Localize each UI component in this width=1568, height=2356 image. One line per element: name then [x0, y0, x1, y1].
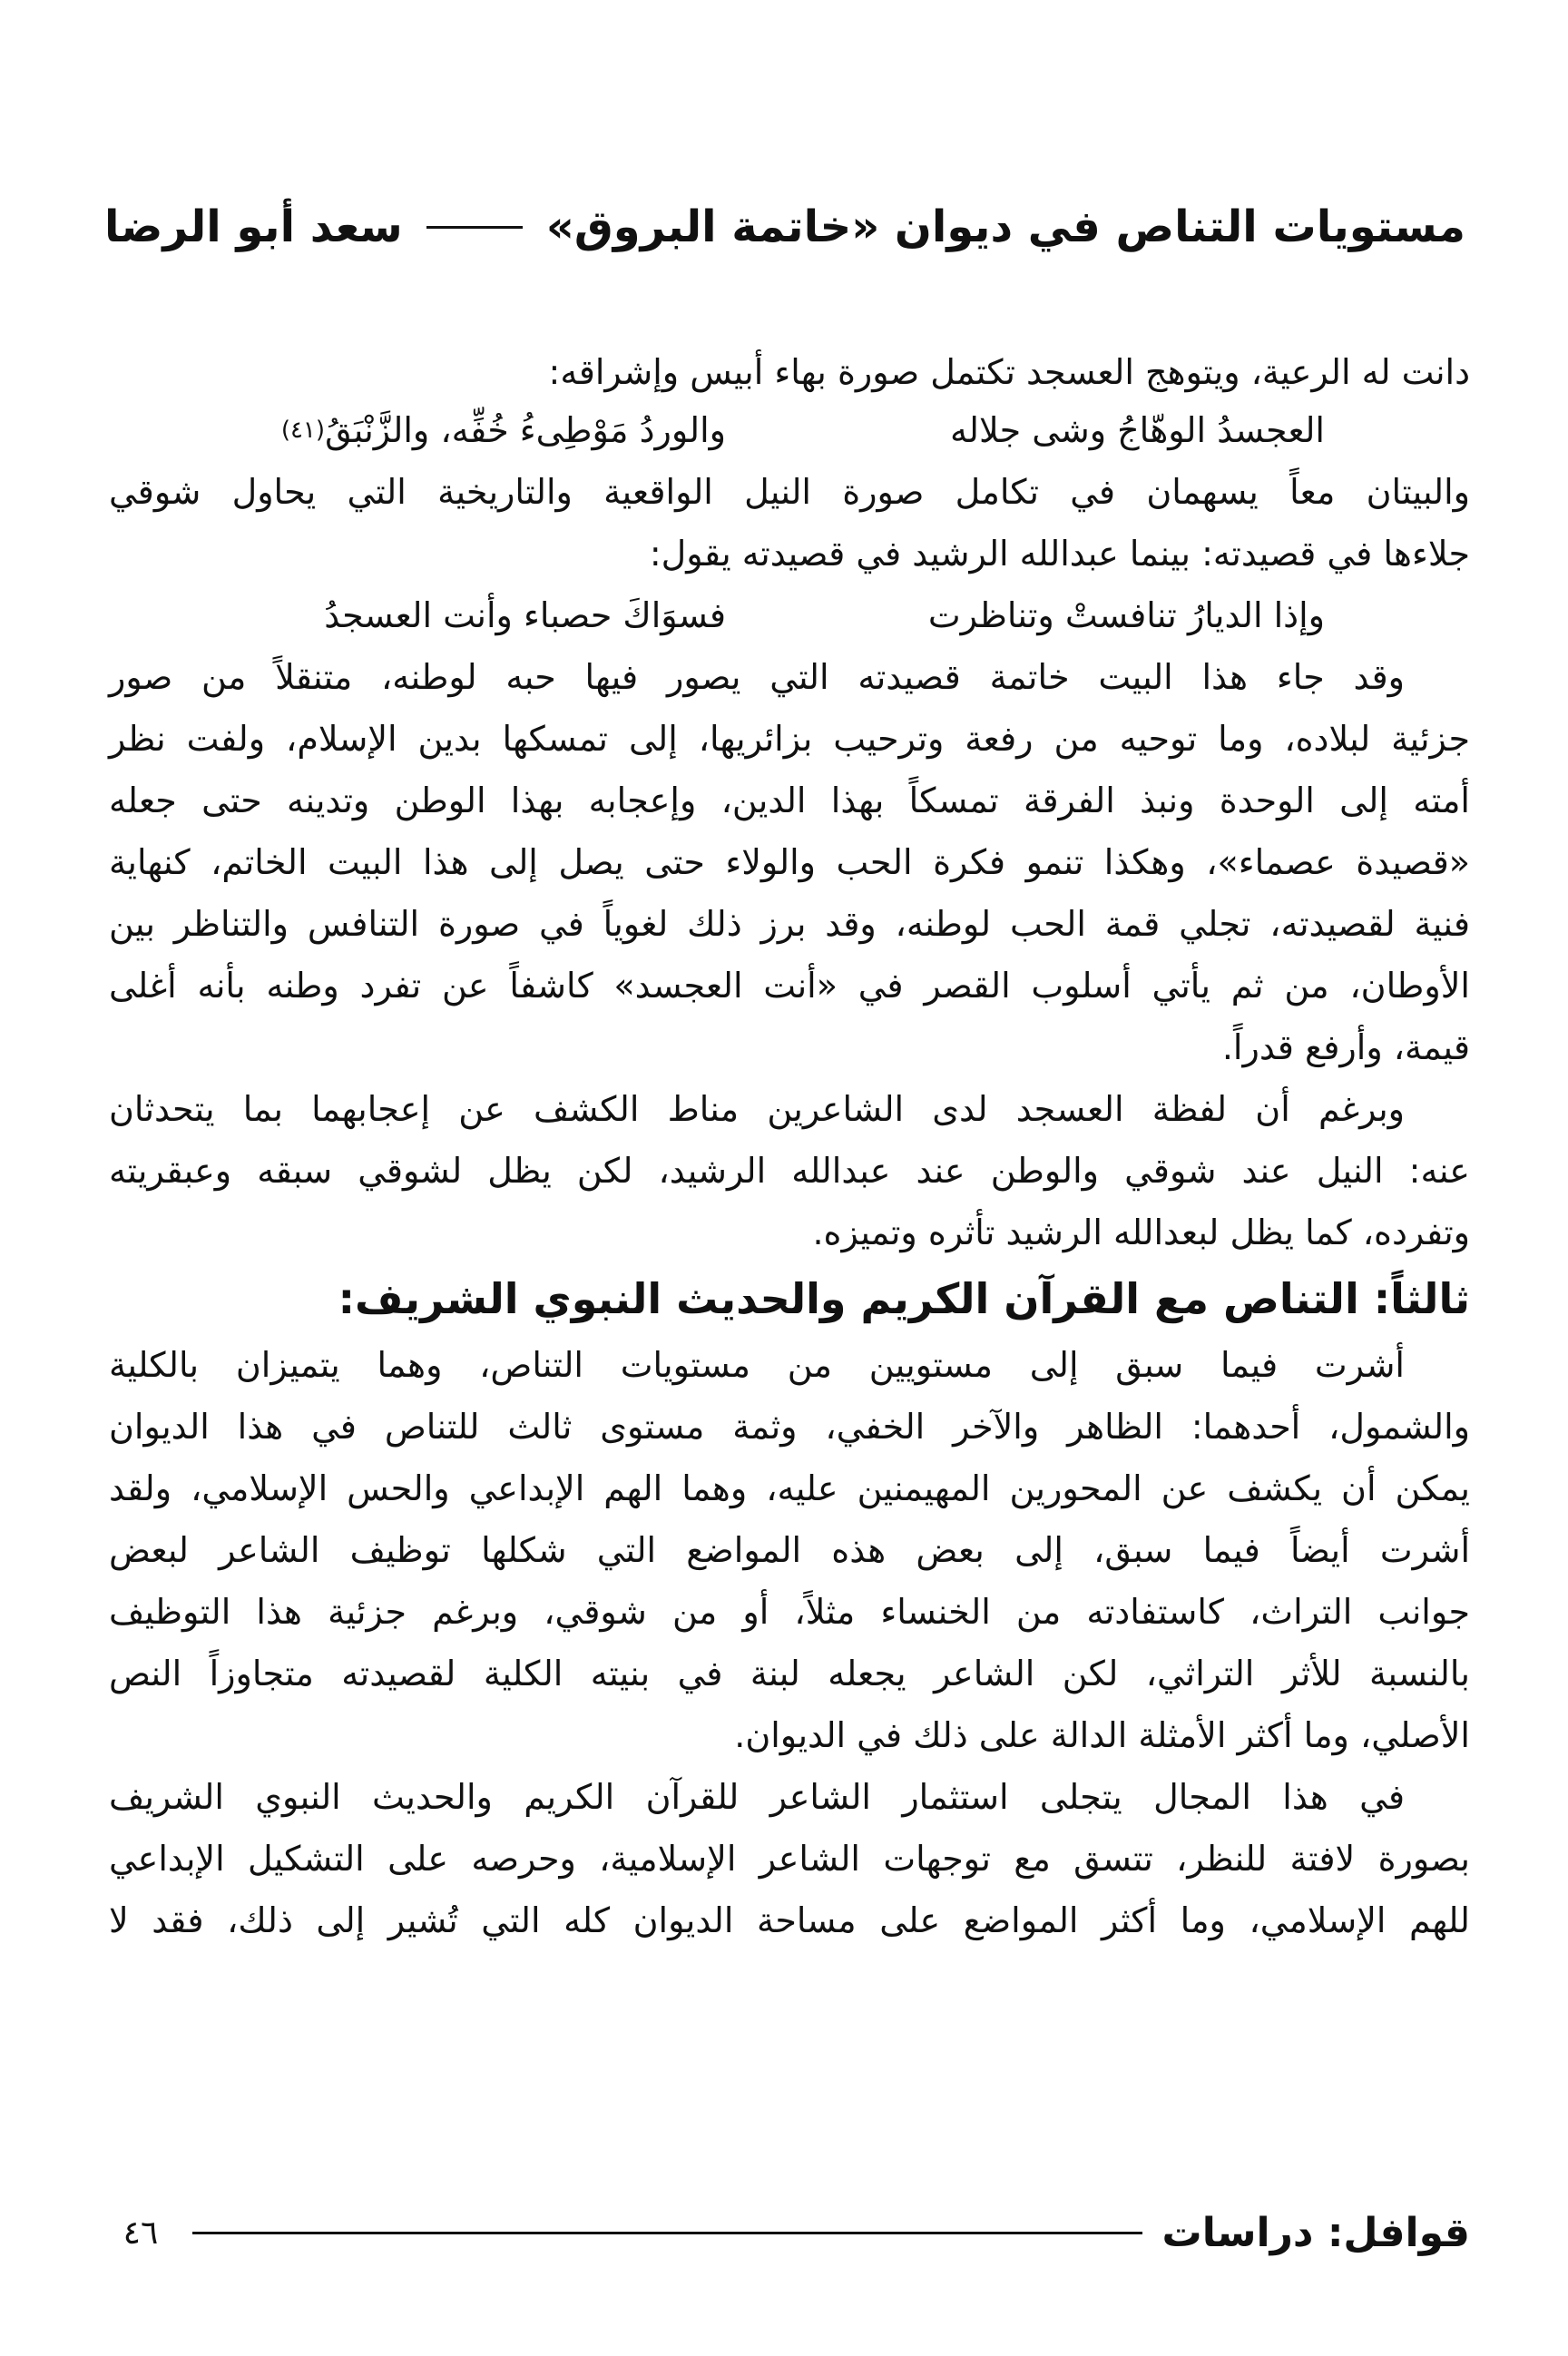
page-number: ٤٦	[122, 2214, 159, 2252]
verse-2-hemistich-2: فسوَاكَ حصباء وأنت العسجدُ	[324, 595, 726, 635]
p3-line-6: الأوطان، من ثم يأتي أسلوب القصر في «أنت العجسد» كاشفاً عن تفرد وطنه بأنه أغلى	[109, 966, 1470, 1006]
p2-line-2: جلاءها في قصيدته: بينما عبدالله الرشيد في قصيدته يقول:	[649, 534, 1470, 574]
p6-line-3: للهم الإسلامي، وما أكثر المواضع على مساحة الديوان كله التي تُشير إلى ذلك، فقد لا	[109, 1900, 1470, 1940]
footer-rule	[192, 2232, 1142, 2234]
p5-line-7: الأصلي، وما أكثر الأمثلة الدالة على ذلك في الديوان.	[734, 1715, 1470, 1755]
p5-line-5: جوانب التراث، كاستفادته من الخنساء مثلاً، أو من شوقي، وبرغم جزئية هذا التوظيف	[109, 1592, 1470, 1632]
p5-line-3: يمكن أن يكشف عن المحورين المهيمنين عليه، وهما الهم الإبداعي والحس الإسلامي، ولقد	[109, 1468, 1470, 1508]
header-title: مستويات التناص في ديوان «خاتمة البروق»	[545, 201, 1465, 252]
footer-label: قوافل: دراسات	[1161, 2209, 1470, 2256]
p5-line-2: والشمول، أحدهما: الظاهر والآخر الخفي، وثمة مستوى ثالث للتناص في هذا الديوان	[109, 1407, 1470, 1447]
header-author: سعد أبو الرضا	[104, 201, 403, 252]
p5-line-6: بالنسبة للأثر التراثي، لكن الشاعر يجعله لبنة في بنيته الكلية لقصيدته متجاوزاً النص	[109, 1654, 1470, 1693]
verse-2-hemistich-1: وإذا الديارُ تنافستْ وتناظرت	[927, 595, 1325, 635]
p2-line-1: والبيتان معاً يسهمان في تكامل صورة النيل الواقعية والتاريخية التي يحاول شوقي	[109, 472, 1470, 512]
verse-1-hemistich-1: العجسدُ الوهّاجُ وشى جلاله	[950, 410, 1325, 450]
p4-line-1: وبرغم أن لفظة العسجد لدى الشاعرين مناط الكشف عن إعجابهما بما يتحدثان	[109, 1089, 1405, 1129]
verse-1	[109, 399, 1470, 461]
p6-line-1: في هذا المجال يتجلى استثمار الشاعر للقرآن الكريم والحديث النبوي الشريف	[109, 1777, 1405, 1817]
p3-line-4: «قصيدة عصماء»، وهكذا تنمو فكرة الحب والولاء حتى يصل إلى هذا البيت الخاتم، كنهاية	[109, 842, 1470, 882]
p5-line-4: أشرت أيضاً فيما سبق، إلى بعض هذه المواضع التي شكلها توظيف الشاعر لبعض	[109, 1530, 1470, 1570]
running-header	[104, 186, 1465, 268]
p3-line-1: وقد جاء هذا البيت خاتمة قصيدته التي يصور فيها حبه لوطنه، متنقلاً من صور	[109, 657, 1405, 697]
p6-line-2: بصورة لافتة للنظر، تتسق مع توجهات الشاعر الإسلامية، وحرصه على التشكيل الإبداعي	[109, 1839, 1470, 1879]
article-body	[109, 345, 1470, 1951]
page-footer	[109, 2196, 1470, 2269]
p1-line-1: دانت له الرعية، ويتوهج العسجد تكتمل صورة بهاء أبيس وإشراقه:	[548, 352, 1470, 392]
footnote-reference: (٤١)	[280, 417, 326, 444]
p5-line-1: أشرت فيما سبق إلى مستويين من مستويات التناص، وهما يتميزان بالكلية	[109, 1345, 1405, 1385]
verse-1-hemistich-2: والوردُ مَوْطِىءُ خُفِّه، والزَّنْبَقُ	[325, 410, 726, 450]
p3-line-5: فنية لقصيدته، تجلي قمة الحب لوطنه، وقد برز ذلك لغوياً في صورة التنافس والتناظر بين	[109, 904, 1470, 944]
p3-line-2: جزئية لبلاده، وما توحيه من رفعة وترحيب بزائريها، إلى تمسكها بدين الإسلام، ولفت نظر	[109, 719, 1470, 759]
section-heading: ثالثاً: التناص مع القرآن الكريم والحديث النبوي الشريف:	[338, 1274, 1470, 1323]
header-rule	[426, 226, 523, 229]
p4-line-2: عنه: النيل عند شوقي والوطن عند عبدالله الرشيد، لكن يظل لشوقي سبقه وعبقريته	[109, 1151, 1470, 1191]
p4-line-3: وتفرده، كما يظل لبعدالله الرشيد تأثره وتميزه.	[812, 1212, 1470, 1252]
p3-line-7: قيمة، وأرفع قدراً.	[1221, 1027, 1470, 1067]
p3-line-3: أمته إلى الوحدة ونبذ الفرقة تمسكاً بهذا الدين، وإعجابه بهذا الوطن وتدينه حتى جعله	[109, 780, 1470, 820]
verse-2	[109, 584, 1470, 646]
